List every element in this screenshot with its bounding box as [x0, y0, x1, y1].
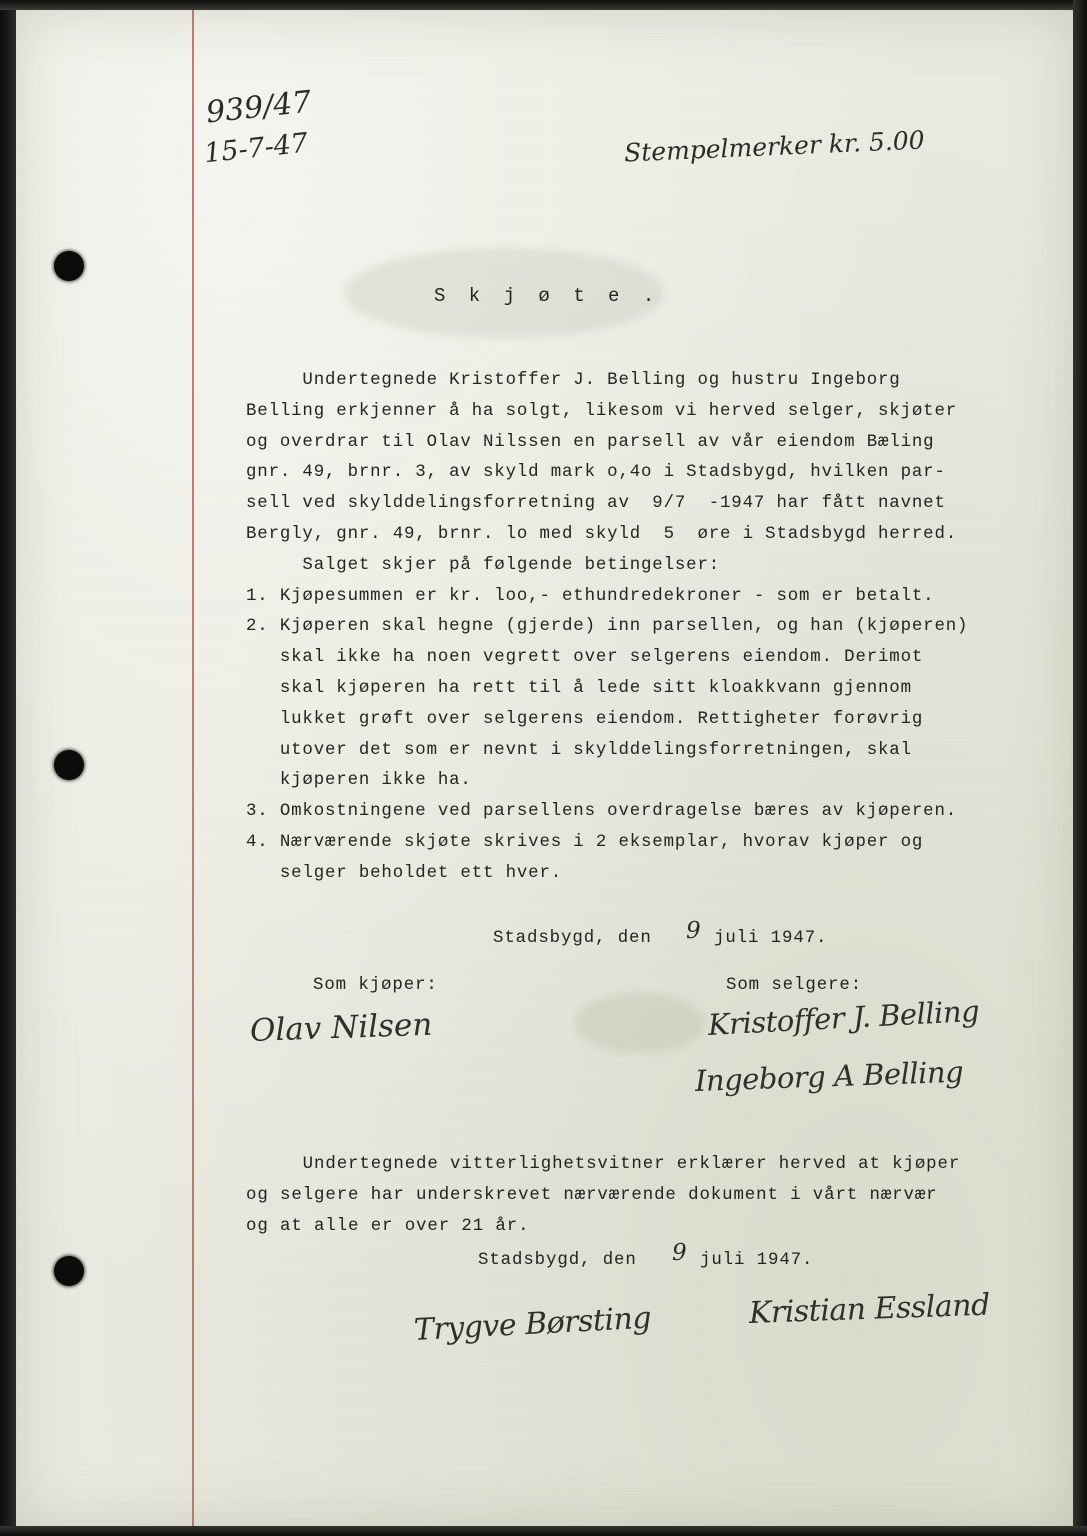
body-line: 2. Kjøperen skal hegne (gjerde) inn parsellen, og han (kjøperen) — [246, 617, 969, 637]
place-date-line-1-suffix: juli 1947. — [714, 929, 828, 948]
place-date-line-2-day: 9 — [672, 1240, 687, 1266]
scan-edge-right — [1073, 0, 1087, 1536]
buyer-signature: Olav Nilsen — [249, 1006, 433, 1049]
scan-edge-left — [0, 0, 16, 1536]
document-body — [246, 366, 1076, 890]
stamp-duty-note: Stempelmerker kr. 5.00 — [623, 125, 926, 168]
witness-signature-1: Trygve Børsting — [413, 1300, 652, 1348]
punch-hole — [54, 251, 84, 281]
body-line: Bergly, gnr. 49, brnr. lo med skyld 5 øre i Stadsbygd herred. — [246, 524, 958, 544]
witness-signature-2: Kristian Essland — [748, 1287, 991, 1331]
seller-signature-1: Kristoffer J. Belling — [707, 993, 980, 1042]
body-line: utover det som er nevnt i skylddelingsforretningen, skal — [246, 740, 912, 760]
place-date-line-1-prefix: Stadsbygd, den — [493, 929, 652, 948]
seller-signature-2: Ingeborg A Belling — [694, 1054, 964, 1098]
punch-hole — [54, 750, 84, 780]
punch-hole — [54, 1256, 84, 1286]
body-line: sell ved skylddelingsforretning av 9/7 -1947 har fått navnet — [246, 494, 946, 514]
body-line: skal ikke ha noen vegrett over selgerens eiendom. Derimot — [246, 648, 924, 668]
archival-reference-number: 939/47 — [204, 84, 314, 131]
body-line: skal kjøperen ha rett til å lede sitt kloakkvann gjennom — [246, 678, 912, 698]
place-date-line-2-prefix: Stadsbygd, den — [478, 1251, 637, 1270]
paper-sheet — [14, 8, 1073, 1528]
body-line: 1. Kjøpesummen er kr. loo,- ethundredekroner - som er betalt. — [246, 586, 935, 606]
body-line: 4. Nærværende skjøte skrives i 2 eksemplar, hvorav kjøper og — [246, 832, 924, 852]
scan-edge-bottom — [0, 1526, 1087, 1536]
document-title: S k j ø t e . — [434, 285, 661, 307]
scan-edge-top — [0, 0, 1087, 10]
body-line: kjøperen ikke ha. — [246, 771, 472, 791]
body-line: selger beholdet ett hver. — [246, 863, 563, 883]
red-margin-rule — [192, 8, 194, 1528]
body-line: Undertegnede Kristoffer J. Belling og hustru Ingeborg — [246, 371, 901, 390]
sellers-label: Som selgere: — [726, 976, 863, 995]
body-line: 3. Omkostningene ved parsellens overdragelse bæres av kjøperen. — [246, 802, 958, 822]
paper-smudge — [574, 993, 704, 1053]
place-date-line-1-day: 9 — [686, 918, 701, 944]
witness-line: Undertegnede vitterlighetsvitner erklærer herved at kjøper — [246, 1155, 961, 1174]
place-date-line-2-suffix: juli 1947. — [700, 1251, 814, 1270]
body-line: gnr. 49, brnr. 3, av skyld mark o,4o i Stadsbygd, hvilken par- — [246, 463, 946, 483]
body-line: Belling erkjenner å ha solgt, likesom vi herved selger, skjøter — [246, 401, 958, 421]
archival-reference-date: 15-7-47 — [202, 127, 310, 170]
body-line: og overdrar til Olav Nilssen en parsell av vår eiendom Bæling — [246, 432, 935, 452]
witness-line: og selgere har underskrevet nærværende dokument i vårt nærvær — [246, 1186, 938, 1205]
witness-line: og at alle er over 21 år. — [246, 1217, 530, 1236]
body-line: lukket grøft over selgerens eiendom. Rettigheter forøvrig — [246, 709, 924, 729]
body-line: Salget skjer på følgende betingelser: — [246, 555, 721, 575]
buyer-label: Som kjøper: — [313, 976, 438, 995]
